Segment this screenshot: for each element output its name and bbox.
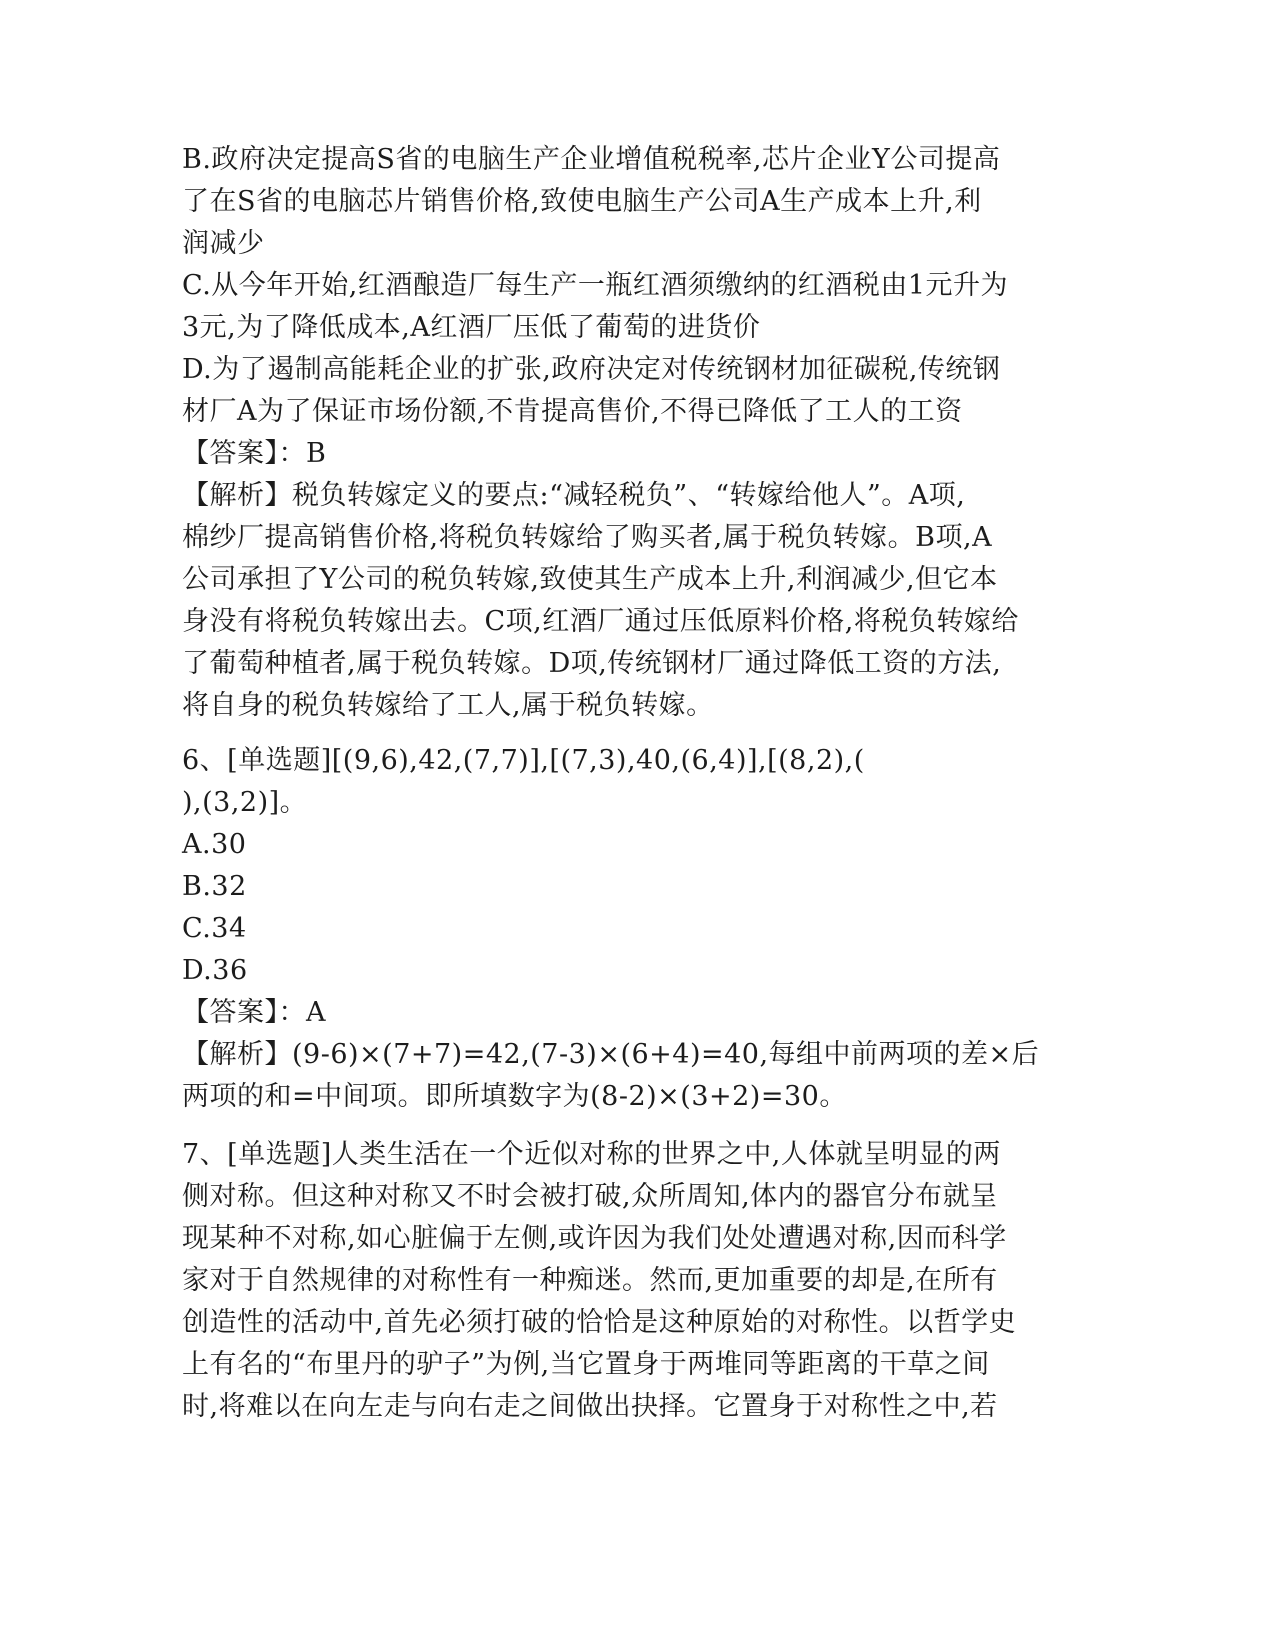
q5-answer: 【答案】：B bbox=[182, 438, 327, 469]
q5-option-b-line-1: B.政府决定提高S省的电脑生产企业增值税税率,芯片企业Y公司提高 bbox=[182, 144, 1001, 175]
q6-option-d: D.36 bbox=[182, 955, 248, 986]
q6-stem-line-2: ),(3,2)]。 bbox=[182, 787, 308, 818]
q5-analysis-line-2: 棉纱厂提高销售价格,将税负转嫁给了购买者,属于税负转嫁。B项,A bbox=[182, 522, 993, 553]
q5-option-c-line-2: 3元,为了降低成本,A红酒厂压低了葡萄的进货价 bbox=[182, 312, 761, 343]
q7-stem-line-6: 上有名的“布里丹的驴子”为例,当它置身于两堆同等距离的干草之间 bbox=[182, 1349, 990, 1380]
q5-option-c-line-1: C.从今年开始,红酒酿造厂每生产一瓶红酒须缴纳的红酒税由1元升为 bbox=[182, 270, 1009, 301]
q5-analysis-line-3: 公司承担了Y公司的税负转嫁,致使其生产成本上升,利润减少,但它本 bbox=[182, 564, 998, 595]
q5-option-d-line-2: 材厂A为了保证市场份额,不肯提高售价,不得已降低了工人的工资 bbox=[182, 396, 963, 427]
q5-option-d-line-1: D.为了遏制高能耗企业的扩张,政府决定对传统钢材加征碳税,传统钢 bbox=[182, 354, 1001, 385]
q7-stem-line-3: 现某种不对称,如心脏偏于左侧,或许因为我们处处遭遇对称,因而科学 bbox=[182, 1223, 1007, 1254]
q5-analysis-line-5: 了葡萄种植者,属于税负转嫁。D项,传统钢材厂通过降低工资的方法, bbox=[182, 648, 1002, 679]
q6-option-b: B.32 bbox=[182, 871, 247, 902]
q5-analysis-line-6: 将自身的税负转嫁给了工人,属于税负转嫁。 bbox=[182, 690, 714, 721]
q6-analysis-line-1: 【解析】(9-6)×(7+7)=42,(7-3)×(6+4)=40,每组中前两项的差×后 bbox=[182, 1039, 1040, 1070]
q6-option-c: C.34 bbox=[182, 913, 247, 944]
q7-stem-line-4: 家对于自然规律的对称性有一种痴迷。然而,更加重要的却是,在所有 bbox=[182, 1265, 998, 1296]
q5-option-b-line-2: 了在S省的电脑芯片销售价格,致使电脑生产公司A生产成本上升,利 bbox=[182, 186, 982, 217]
q5-analysis-line-4: 身没有将税负转嫁出去。C项,红酒厂通过压低原料价格,将税负转嫁给 bbox=[182, 606, 1019, 637]
q7-stem-line-5: 创造性的活动中,首先必须打破的恰恰是这种原始的对称性。以哲学史 bbox=[182, 1307, 1017, 1338]
q6-analysis-line-2: 两项的和=中间项。即所填数字为(8-2)×(3+2)=30。 bbox=[182, 1081, 847, 1112]
q6-stem-line-1: 6、[单选题][(9,6),42,(7,7)],[(7,3),40,(6,4)],[(8,2),( bbox=[182, 745, 865, 776]
q7-stem-line-2: 侧对称。但这种对称又不时会被打破,众所周知,体内的器官分布就呈 bbox=[182, 1181, 998, 1212]
q5-option-b-line-3: 润减少 bbox=[182, 228, 265, 259]
q7-stem-line-7: 时,将难以在向左走与向右走之间做出抉择。它置身于对称性之中,若 bbox=[182, 1391, 998, 1422]
q6-answer: 【答案】：A bbox=[182, 997, 326, 1028]
q5-analysis-line-1: 【解析】税负转嫁定义的要点:“减轻税负”、“转嫁给他人”。A项, bbox=[182, 480, 966, 511]
q7-stem-line-1: 7、[单选题]人类生活在一个近似对称的世界之中,人体就呈明显的两 bbox=[182, 1139, 1001, 1170]
q6-option-a: A.30 bbox=[182, 829, 247, 860]
